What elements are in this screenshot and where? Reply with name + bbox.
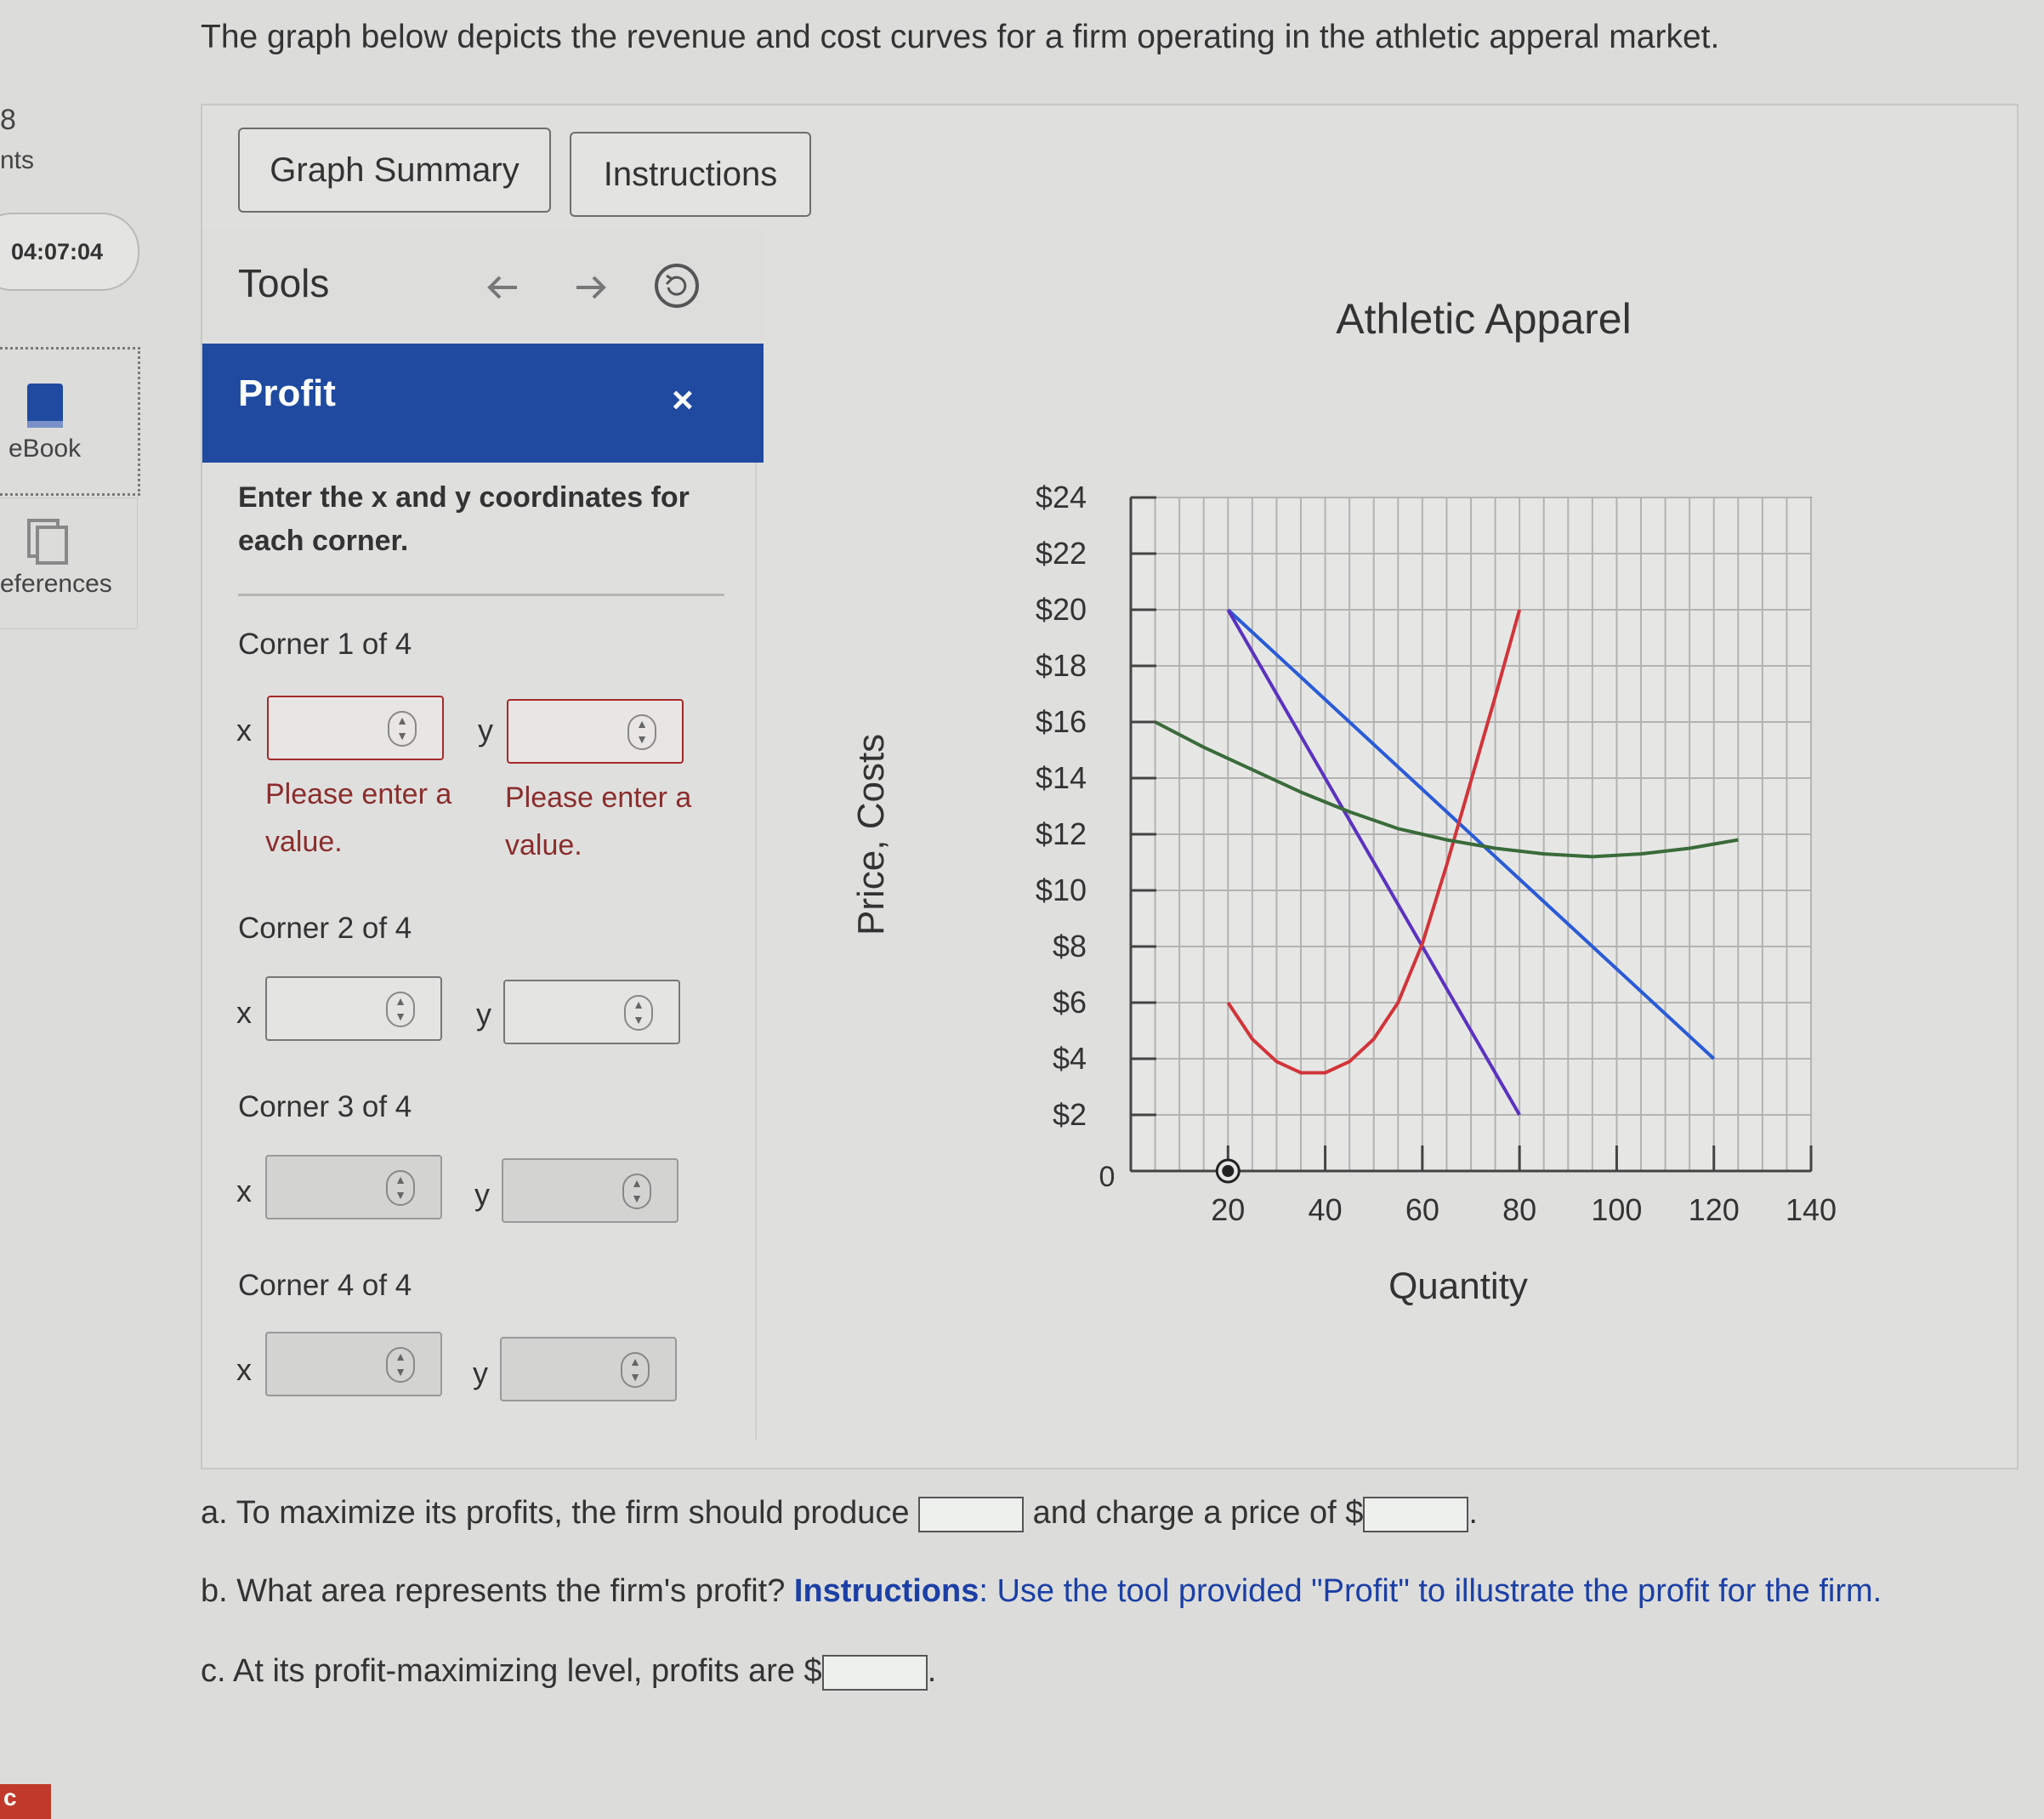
- close-icon[interactable]: ×: [672, 379, 694, 421]
- x-tick-label: 100: [1591, 1192, 1643, 1227]
- question-c-suffix: .: [927, 1653, 937, 1689]
- y-tick-label: $14: [1035, 760, 1087, 795]
- corner-2-y-input[interactable]: [503, 980, 680, 1044]
- price-answer-input[interactable]: [1363, 1497, 1468, 1532]
- question-a-suffix: .: [1468, 1495, 1478, 1531]
- y-tick-label: $6: [1052, 985, 1087, 1020]
- book-icon: [26, 382, 66, 431]
- corner-4-y-label: y: [473, 1356, 488, 1390]
- left-rail: [0, 0, 140, 1819]
- question-a-middle: and charge a price of $: [1032, 1495, 1364, 1531]
- y-tick-label: $22: [1035, 536, 1087, 571]
- athletic-apparel-chart[interactable]: [765, 281, 1871, 1327]
- x-tick-label: 140: [1785, 1192, 1837, 1227]
- x-axis-label: Quantity: [1388, 1265, 1528, 1307]
- instructions-button[interactable]: Instructions: [570, 132, 811, 217]
- chart-title: Athletic Apparel: [1336, 295, 1632, 343]
- question-text: The graph below depicts the revenue and cost curves for a firm operating in the athletic apperal market.: [201, 19, 1720, 55]
- corner-1-y-label: y: [478, 713, 493, 747]
- quantity-answer-input[interactable]: [918, 1497, 1024, 1532]
- corner-2-x-input[interactable]: [265, 976, 442, 1041]
- corner-3-y-input[interactable]: [502, 1158, 678, 1223]
- x-tick-label: 120: [1688, 1192, 1740, 1227]
- marked-point[interactable]: [1222, 1165, 1234, 1177]
- corner-3-x-input[interactable]: [265, 1155, 442, 1219]
- corner-1-x-input[interactable]: [267, 696, 444, 760]
- undo-icon[interactable]: [483, 265, 525, 303]
- stepper-icon[interactable]: ▲ ▼: [386, 1170, 415, 1206]
- stepper-icon[interactable]: ▲ ▼: [621, 1352, 650, 1388]
- references-icon: [26, 517, 70, 565]
- ebook-button[interactable]: [0, 347, 140, 496]
- corner-2-label: Corner 2 of 4: [238, 912, 412, 945]
- stepper-icon[interactable]: ▲ ▼: [386, 1347, 415, 1383]
- question-b: [201, 1573, 1882, 1610]
- profit-tool-title: Profit: [238, 372, 336, 414]
- stepper-icon[interactable]: ▲ ▼: [622, 1174, 651, 1209]
- corner-4-label: Corner 4 of 4: [238, 1269, 412, 1302]
- question-b-prefix: b. What area represents the firm's profit?: [201, 1573, 786, 1609]
- corner-1-label: Corner 1 of 4: [238, 628, 412, 661]
- divider: [238, 594, 724, 596]
- ebook-label: eBook: [9, 435, 82, 463]
- x-tick-label: 20: [1211, 1192, 1246, 1227]
- corner-3-label: Corner 3 of 4: [238, 1090, 412, 1123]
- corner-1-y-error: Please enter a value.: [505, 782, 692, 861]
- tool-instruction: Enter the x and y coordinates for each corner.: [238, 481, 690, 557]
- y-axis-label: Price, Costs: [850, 733, 892, 935]
- y-tick-label: $4: [1052, 1041, 1087, 1076]
- question-c: [201, 1653, 936, 1691]
- corner-2-y-label: y: [476, 997, 491, 1032]
- y-tick-label: $18: [1035, 648, 1087, 683]
- corner-3-y-label: y: [474, 1177, 490, 1212]
- timer-text: 04:07:04: [10, 238, 104, 264]
- corner-4-x-label: x: [236, 1352, 252, 1387]
- x-tick-label: 60: [1405, 1192, 1439, 1227]
- stepper-icon[interactable]: ▲ ▼: [624, 995, 653, 1031]
- origin-label: 0: [1099, 1161, 1116, 1193]
- question-b-instructions-text: : Use the tool provided "Profit" to illustrate the profit for the firm.: [979, 1573, 1882, 1609]
- corner-4-x-input[interactable]: [265, 1332, 442, 1396]
- graph-summary-button[interactable]: Graph Summary: [238, 128, 551, 213]
- points-label: nts: [0, 146, 35, 174]
- y-tick-label: $20: [1035, 592, 1087, 627]
- y-tick-label: $2: [1052, 1097, 1087, 1132]
- references-button[interactable]: [0, 497, 138, 629]
- corner-1-x-error: Please enter a value.: [265, 778, 452, 858]
- reset-icon[interactable]: [653, 262, 701, 310]
- y-tick-label: $10: [1035, 873, 1087, 907]
- question-c-prefix: c. At its profit-maximizing level, profits are $: [201, 1653, 822, 1689]
- timer[interactable]: [0, 213, 139, 291]
- corner-1-x-label: x: [236, 713, 252, 747]
- x-tick-label: 80: [1502, 1192, 1537, 1227]
- y-tick-label: $16: [1035, 704, 1087, 739]
- x-tick-label: 40: [1308, 1192, 1343, 1227]
- redo-icon[interactable]: [570, 265, 612, 303]
- corner-tag: c: [0, 1784, 51, 1819]
- y-tick-label: $12: [1035, 816, 1087, 851]
- stepper-icon[interactable]: ▲ ▼: [386, 992, 415, 1027]
- profit-answer-input[interactable]: [822, 1655, 928, 1691]
- corner-2-x-label: x: [236, 995, 252, 1030]
- corner-3-x-label: x: [236, 1174, 252, 1208]
- stepper-icon[interactable]: ▲ ▼: [627, 714, 656, 750]
- question-a: [201, 1495, 1478, 1532]
- question-a-prefix: a. To maximize its profits, the firm should produce: [201, 1495, 910, 1531]
- stepper-icon[interactable]: ▲ ▼: [388, 711, 417, 747]
- references-label: eferences: [0, 570, 112, 598]
- points-value: 8: [0, 104, 16, 136]
- question-b-instructions-label: Instructions: [793, 1573, 979, 1609]
- y-tick-label: $24: [1035, 480, 1087, 514]
- corner-4-y-input[interactable]: [500, 1337, 677, 1401]
- corner-1-y-input[interactable]: [507, 699, 684, 764]
- tools-title: Tools: [238, 261, 330, 305]
- y-tick-label: $8: [1052, 929, 1087, 964]
